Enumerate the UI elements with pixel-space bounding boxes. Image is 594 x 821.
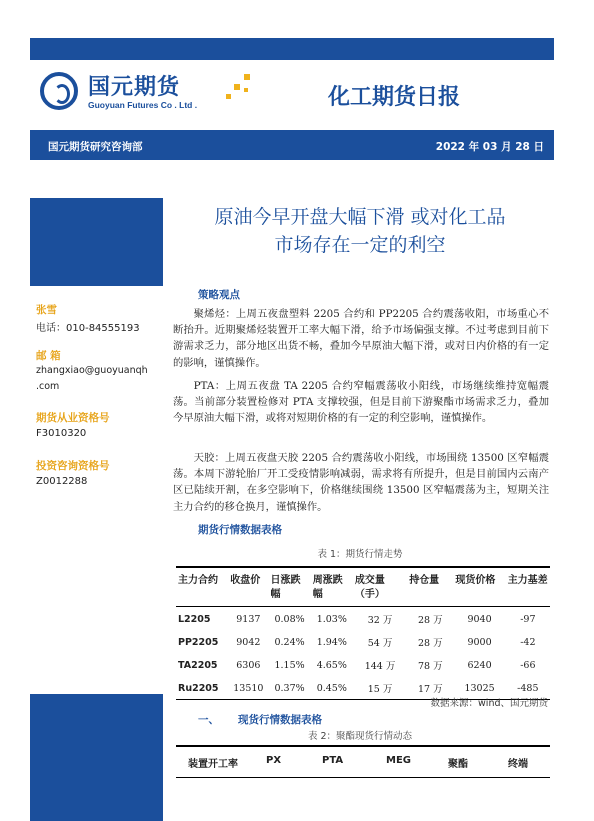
header-bar (30, 130, 554, 160)
analyst-email-line2: .com (36, 381, 60, 392)
cell: 9000 (467, 636, 492, 648)
spot-section-number: 一、 (198, 714, 219, 726)
cell: 78 万 (418, 661, 443, 672)
futures-quote-table (176, 566, 550, 700)
logo-name-cn: 国元期货 (88, 75, 181, 100)
cell: 1.94% (316, 636, 347, 648)
col-open-interest: 持仓量 (407, 567, 453, 607)
col-terminal: 终端 (508, 759, 528, 770)
strategy-heading: 策略观点 (198, 289, 240, 301)
company-logo (40, 70, 270, 120)
report-date: 2022 年 03 月 28 日 (435, 141, 544, 153)
table-row (176, 607, 550, 631)
cell: 9042 (236, 636, 261, 648)
cell: 1.03% (316, 613, 347, 625)
col-weekly-change: 周涨跌幅 (311, 567, 353, 607)
col-px: PX (266, 755, 282, 766)
sidebar (30, 198, 163, 821)
futures-table-caption: 表 1：期货行情走势 (317, 549, 403, 560)
table-header-row (176, 567, 550, 607)
cell: 32 万 (367, 615, 393, 626)
col-close: 收盘价 (228, 567, 268, 607)
cell: -97 (520, 613, 536, 625)
cell: 54 万 (367, 638, 393, 649)
cell: 6306 (236, 659, 261, 671)
data-source-note: 数据来源：wind、国元期货 (430, 698, 548, 709)
futures-table-heading: 期货行情数据表格 (198, 524, 282, 536)
strategy-pta: PTA：上周五夜盘 TA 2205 合约窄幅震荡收小阳线，市场继续维持宽幅震荡。当前部分装置检修对 PTA 支撑较强，但是目前下游聚酯市场需求乏力，叠加今早原油大幅下滑，或将对短期价格的有一定的利空影响，谨慎操作。 (173, 380, 549, 425)
cell: L2205 (178, 613, 211, 625)
col-volume: 成交量（手） (353, 567, 407, 607)
cell: 17 万 (407, 676, 453, 700)
qualification-label: 期货从业资格号 (36, 412, 110, 424)
analyst-phone: 电话：010-84555193 (36, 323, 140, 334)
consulting-label: 投资咨询资格号 (36, 460, 110, 472)
table-row (176, 630, 550, 653)
strategy-polyolefin: 聚烯烃：上周五夜盘塑料 2205 合约和 PP2205 合约震荡收阳，市场重心不断抬升。近期聚烯烃装置开工率大幅下滑，给予市场偏强支撑。不过考虑到目前下游需求乏力，部分地区出货不畅，叠加今早原油大幅下滑，或对日内价格的有一定的影响，谨慎操作。 (173, 308, 549, 369)
consulting-number: Z0012288 (36, 476, 88, 487)
spot-section-heading: 现货行情数据表格 (238, 714, 322, 726)
cell: -485 (506, 676, 550, 700)
spot-table-caption: 表 2：聚酯现货行情动态 (307, 731, 413, 742)
cell: 144 万 (364, 661, 396, 672)
report-title: 化工期货日报 (328, 85, 461, 110)
table-row (176, 653, 550, 676)
cell: 0.08% (274, 613, 305, 625)
top-banner (30, 38, 554, 60)
cell: 9040 (467, 613, 492, 625)
col-contract: 主力合约 (176, 567, 228, 607)
cell: 28 万 (418, 638, 443, 649)
cell: 13510 (228, 676, 268, 700)
spot-table-header (176, 745, 550, 778)
col-daily-change: 日涨跌幅 (268, 567, 310, 607)
cell: PP2205 (178, 636, 219, 648)
col-spot-price: 现货价格 (453, 567, 505, 607)
col-basis: 主力基差 (506, 567, 550, 607)
headline-line2: 市场存在一定的利空 (274, 234, 446, 256)
headline-line1: 原油今早开盘大幅下滑 或对化工品 (214, 206, 506, 228)
cell: TA2205 (178, 659, 218, 671)
col-polyester: 聚酯 (448, 759, 468, 770)
cell: 28 万 (418, 615, 443, 626)
cell: 15 万 (353, 676, 407, 700)
analyst-name: 张雪 (36, 304, 57, 316)
cell: 0.24% (274, 636, 305, 648)
col-operating-rate: 装置开工率 (188, 759, 238, 770)
logo-emblem-icon (40, 72, 78, 110)
logo-name-en: Guoyuan Futures Co . Ltd . (88, 100, 198, 110)
cell: 1.15% (274, 659, 305, 671)
email-label: 邮 箱 (36, 350, 61, 362)
department-name: 国元期货研究咨询部 (48, 141, 143, 153)
cell: -66 (520, 659, 536, 671)
col-meg: MEG (386, 755, 411, 766)
logo-dots-icon (226, 74, 266, 104)
cell: 0.45% (311, 676, 353, 700)
cell: 6240 (467, 659, 492, 671)
cell: 13025 (453, 676, 505, 700)
col-pta: PTA (322, 755, 344, 766)
cell: 9137 (236, 613, 261, 625)
cell: Ru2205 (176, 676, 228, 700)
headline (166, 203, 554, 259)
cell: 0.37% (268, 676, 310, 700)
analyst-email-line1: zhangxiao@guoyuanqh (36, 365, 148, 376)
cell: -42 (520, 636, 536, 648)
strategy-rubber: 天胶：上周五夜盘天胶 2205 合约震荡收小阳线，市场围绕 13500 区窄幅震荡。本周下游轮胎厂开工受疫情影响减弱，需求将有所提升，但是目前国内云南产区已陆续开割，在多空影响下，价格继续围绕 13500 区窄幅震荡为主，短期关注主力合约的移仓换月，谨慎操作。 (173, 452, 549, 513)
cell: 4.65% (316, 659, 347, 671)
qualification-number: F3010320 (36, 428, 87, 439)
